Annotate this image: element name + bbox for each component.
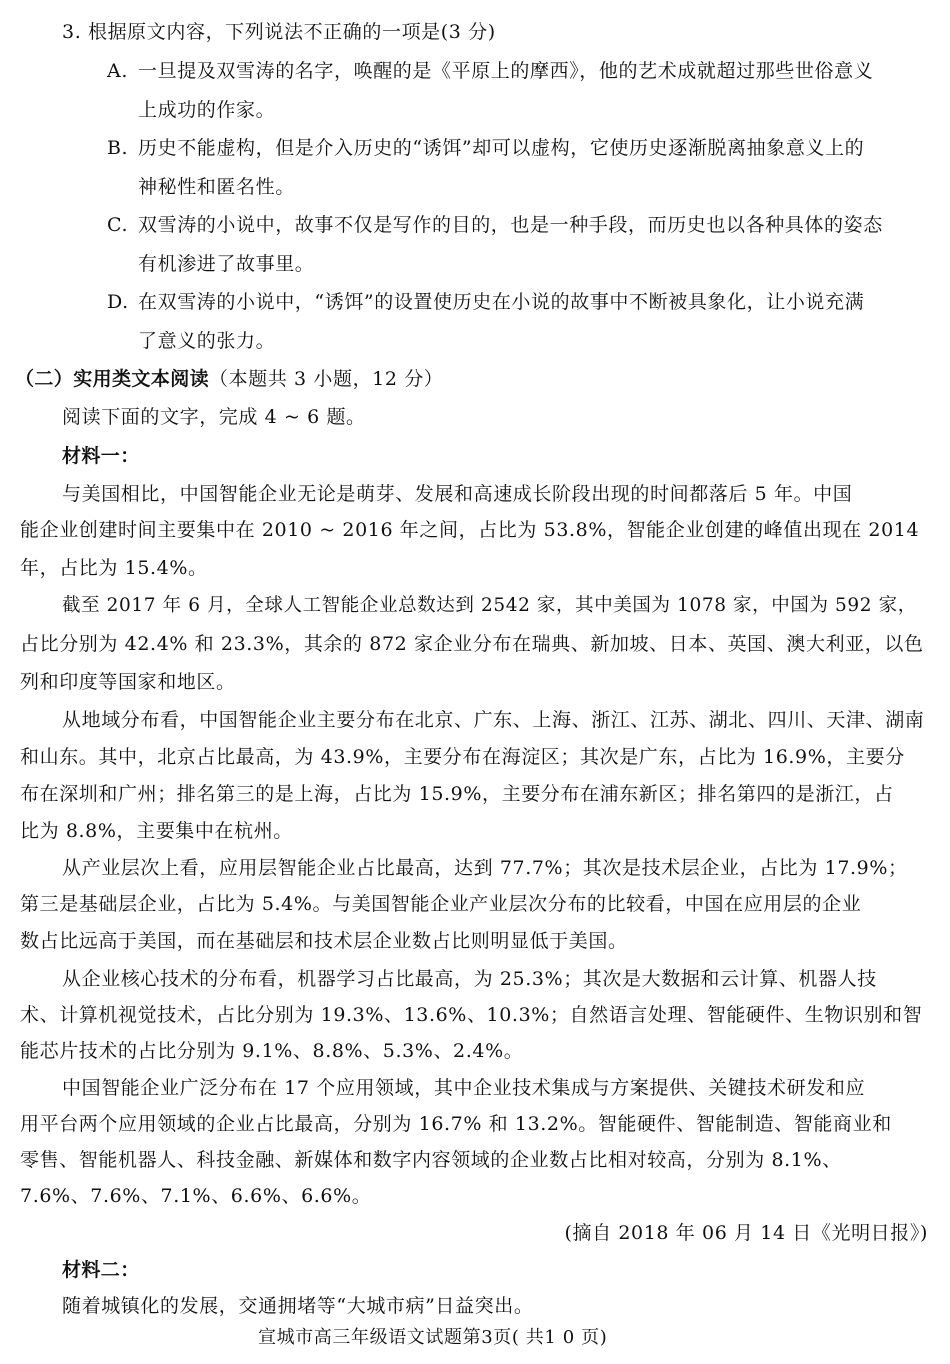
material-1-line: 从地域分布看，中国智能企业主要分布在北京、广东、上海、浙江、江苏、湖北、四川、天津、湖南 xyxy=(62,709,925,731)
q3-option-c-text-cont: 有机渗进了故事里。 xyxy=(138,253,315,275)
q3-option-a-letter: A. xyxy=(107,60,128,82)
material-1-line: 布在深圳和广州；排名第三的是上海，占比为 15.9%，主要分布在浦东新区；排名第四的是浙江，占 xyxy=(20,783,894,805)
material-1-line: 比为 8.8%，主要集中在杭州。 xyxy=(20,820,293,842)
material-1-line: 占比分别为 42.4% 和 23.3%，其余的 872 家企业分布在瑞典、新加坡、日本、英国、澳大利亚，以色 xyxy=(20,633,924,655)
q3-option-b-text-cont: 神秘性和匿名性。 xyxy=(138,176,295,198)
q3-stem: 3. 根据原文内容，下列说法不正确的一项是(3 分) xyxy=(62,21,496,43)
q3-option-b-letter: B. xyxy=(107,137,129,159)
material-1-line: 术、计算机视觉技术，占比分别为 19.3%、13.6%、10.3%；自然语言处理、智能硬件、生物识别和智 xyxy=(20,1004,923,1026)
material-1-source: (摘自 2018 年 06 月 14 日《光明日报》) xyxy=(564,1222,928,1244)
material-1-line: 能企业创建时间主要集中在 2010 ~ 2016 年之间，占比为 53.8%，智能企业创建的峰值出现在 2014 xyxy=(20,519,920,541)
material-2-label: 材料二： xyxy=(62,1259,140,1281)
q3-option-c-letter: C. xyxy=(107,214,129,236)
q3-option-a-text: 一旦提及双雪涛的名字，唤醒的是《平原上的摩西》，他的艺术成就超过那些世俗意义 xyxy=(138,60,874,82)
material-1-line: 与美国相比，中国智能企业无论是萌芽、发展和高速成长阶段出现的时间都落后 5 年。中国 xyxy=(62,483,853,505)
material-1-line: 列和印度等国家和地区。 xyxy=(20,671,236,693)
q3-option-d-text: 在双雪涛的小说中，“诱饵”的设置使历史在小说的故事中不断被具象化，让小说充满 xyxy=(138,291,865,313)
material-1-line: 第三是基础层企业，占比为 5.4%。与美国智能企业产业层次分布的比较看，中国在应用层的企业 xyxy=(20,893,862,915)
section-heading-title: （二）实用类文本阅读 xyxy=(15,368,210,390)
material-1-line: 年，占比为 15.4%。 xyxy=(20,557,208,579)
q3-option-d-text-cont: 了意义的张力。 xyxy=(138,330,276,352)
q3-option-d-letter: D. xyxy=(107,291,129,313)
material-1-line: 7.6%、7.6%、7.1%、6.6%、6.6%。 xyxy=(20,1185,372,1207)
material-2-line: 随着城镇化的发展，交通拥堵等“大城市病”日益突出。 xyxy=(62,1295,534,1317)
q3-option-c-text: 双雪涛的小说中，故事不仅是写作的目的，也是一种手段，而历史也以各种具体的姿态 xyxy=(138,214,883,236)
section-heading xyxy=(15,366,443,392)
material-1-line: 用平台两个应用领域的企业占比最高，分别为 16.7% 和 13.2%。智能硬件、智能制造、智能商业和 xyxy=(20,1113,892,1135)
material-1-line: 和山东。其中，北京占比最高，为 43.9%，主要分布在海淀区；其次是广东，占比为 16.9%，主要分 xyxy=(20,746,905,768)
material-1-line: 从产业层次上看，应用层智能企业占比最高，达到 77.7%；其次是技术层企业，占比为 17.9%； xyxy=(62,857,908,879)
material-1-line: 零售、智能机器人、科技金融、新媒体和数字内容领域的企业数占比相对较高，分别为 8.1%、 xyxy=(20,1149,842,1171)
q3-option-b-text: 历史不能虚构，但是介入历史的“诱饵”却可以虚构，它使历史逐渐脱离抽象意义上的 xyxy=(138,137,865,159)
material-1-line: 中国智能企业广泛分布在 17 个应用领域，其中企业技术集成与方案提供、关键技术研发和应 xyxy=(62,1077,866,1099)
material-1-line: 数占比远高于美国，而在基础层和技术层企业数占比则明显低于美国。 xyxy=(20,930,628,952)
section-heading-note: （本题共 3 小题，12 分） xyxy=(209,368,444,390)
page-footer: 宣城市高三年级语文试题第3页( 共1 0 页) xyxy=(258,1327,608,1348)
material-1-label: 材料一： xyxy=(62,445,140,467)
material-1-line: 截至 2017 年 6 月，全球人工智能企业总数达到 2542 家，其中美国为 1078 家，中国为 592 家， xyxy=(62,595,917,616)
q3-option-a-text-cont: 上成功的作家。 xyxy=(138,99,276,121)
material-1-line: 从企业核心技术的分布看，机器学习占比最高，为 25.3%；其次是大数据和云计算、机器人技 xyxy=(62,968,877,990)
material-1-line: 能芯片技术的占比分别为 9.1%、8.8%、5.3%、2.4%。 xyxy=(20,1040,524,1062)
section-instruction: 阅读下面的文字，完成 4 ~ 6 题。 xyxy=(62,406,366,428)
